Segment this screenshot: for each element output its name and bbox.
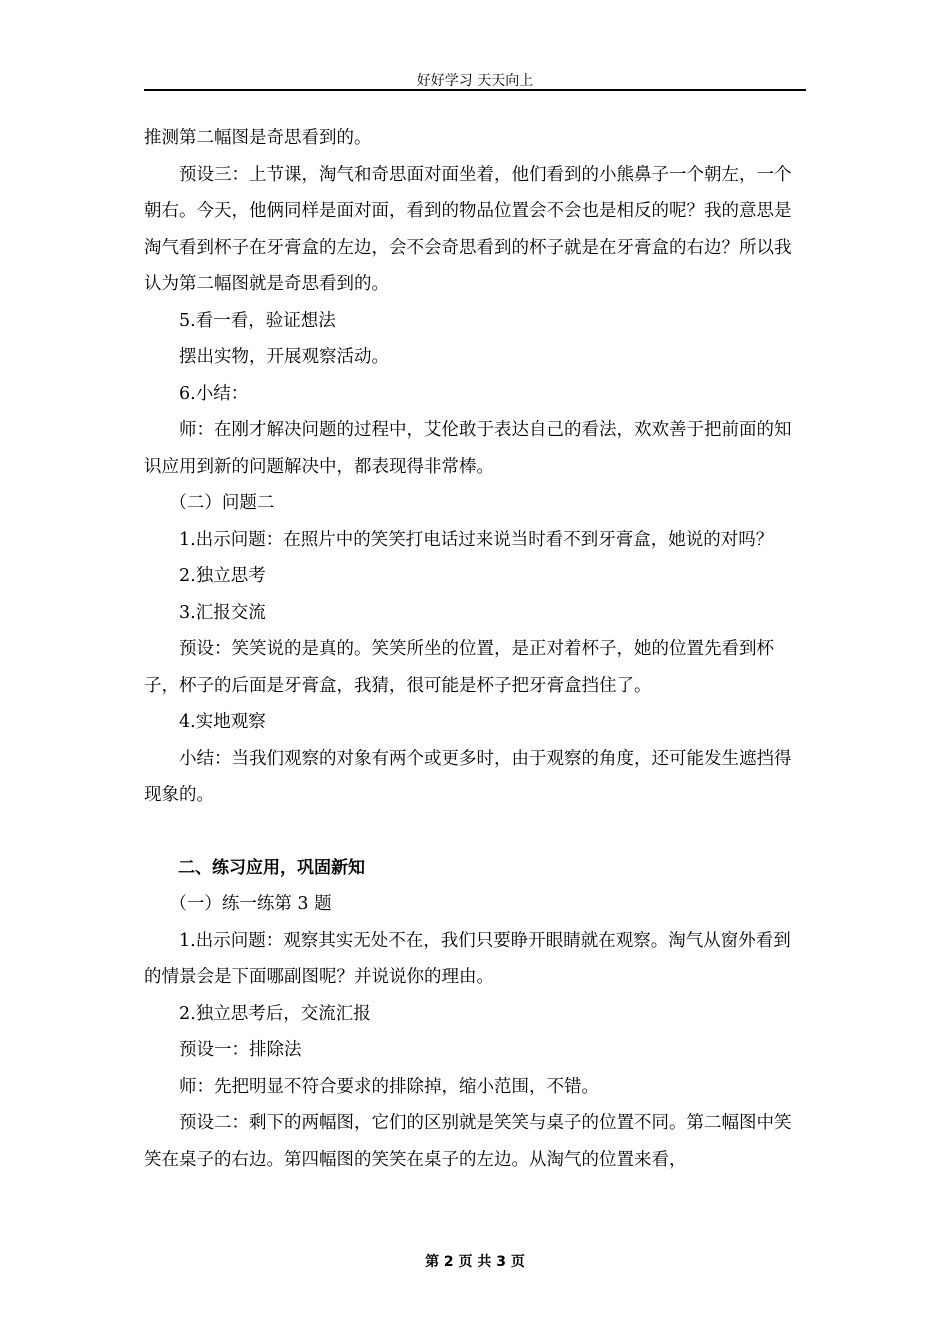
document-body — [144, 120, 806, 1178]
step-heading: 3.汇报交流 — [179, 602, 266, 623]
header-divider — [144, 89, 806, 91]
step-heading: 5.看一看，验证想法 — [179, 310, 336, 331]
paragraph: 1.出示问题：观察其实无处不在，我们只要睁开眼睛就在观察。淘气从窗外看到的情景会是下面哪副图呢？并说说你的理由。 — [144, 930, 791, 987]
paragraph: 预设一：排除法 — [179, 1040, 302, 1060]
section-heading: 二、练习应用，巩固新知 — [178, 857, 365, 878]
step-heading: 6.小结： — [179, 383, 249, 404]
paragraph: 预设：笑笑说的是真的。笑笑所坐的位置，是正对着杯子，她的位置先看到杯子，杯子的后面是牙膏盒，我猜，很可能是杯子把牙膏盒挡住了。 — [144, 639, 774, 696]
step-heading: 2.独立思考 — [179, 566, 266, 586]
sub-heading: （二）问题二 — [169, 493, 275, 513]
paragraph: 预设二：剩下的两幅图，它们的区别就是笑笑与桌子的位置不同。第二幅图中笑笑在桌子的右边。第四幅图的笑笑在桌子的左边。从淘气的位置来看， — [144, 1113, 792, 1170]
paragraph: 1.出示问题：在照片中的笑笑打电话过来说当时看不到牙膏盒，她说的对吗？ — [179, 529, 774, 550]
step-heading: 4.实地观察 — [179, 712, 266, 732]
spacer — [144, 814, 806, 850]
sub-heading: （一）练一练第 3 题 — [169, 894, 332, 914]
page-header: 好好学习 天天向上 — [416, 73, 534, 89]
paragraph: 师：先把明显不符合要求的排除掉，缩小范围，不错。 — [179, 1076, 599, 1097]
paragraph: 师：在刚才解决问题的过程中，艾伦敢于表达自己的看法，欢欢善于把前面的知识应用到新的问题解决中，都表现得非常棒。 — [144, 420, 792, 477]
paragraph: 摆出实物，开展观察活动。 — [179, 347, 389, 367]
step-heading: 2.独立思考后，交流汇报 — [179, 1003, 371, 1024]
page-footer: 第 2 页 共 3 页 — [425, 1254, 525, 1270]
paragraph: 小结：当我们观察的对象有两个或更多时，由于观察的角度，还可能发生遮挡得现象的。 — [144, 748, 792, 805]
paragraph: 预设三：上节课，淘气和奇思面对面坐着，他们看到的小熊鼻子一个朝左，一个朝右。今天，他俩同样是面对面，看到的物品位置会不会也是相反的呢？我的意思是淘气看到杯子在牙膏盒的左边，会不会奇思看到的杯子就是在牙膏盒的右边？所以我认为第二幅图就是奇思看到的。 — [144, 164, 792, 294]
paragraph: 推测第二幅图是奇思看到的。 — [144, 128, 372, 148]
